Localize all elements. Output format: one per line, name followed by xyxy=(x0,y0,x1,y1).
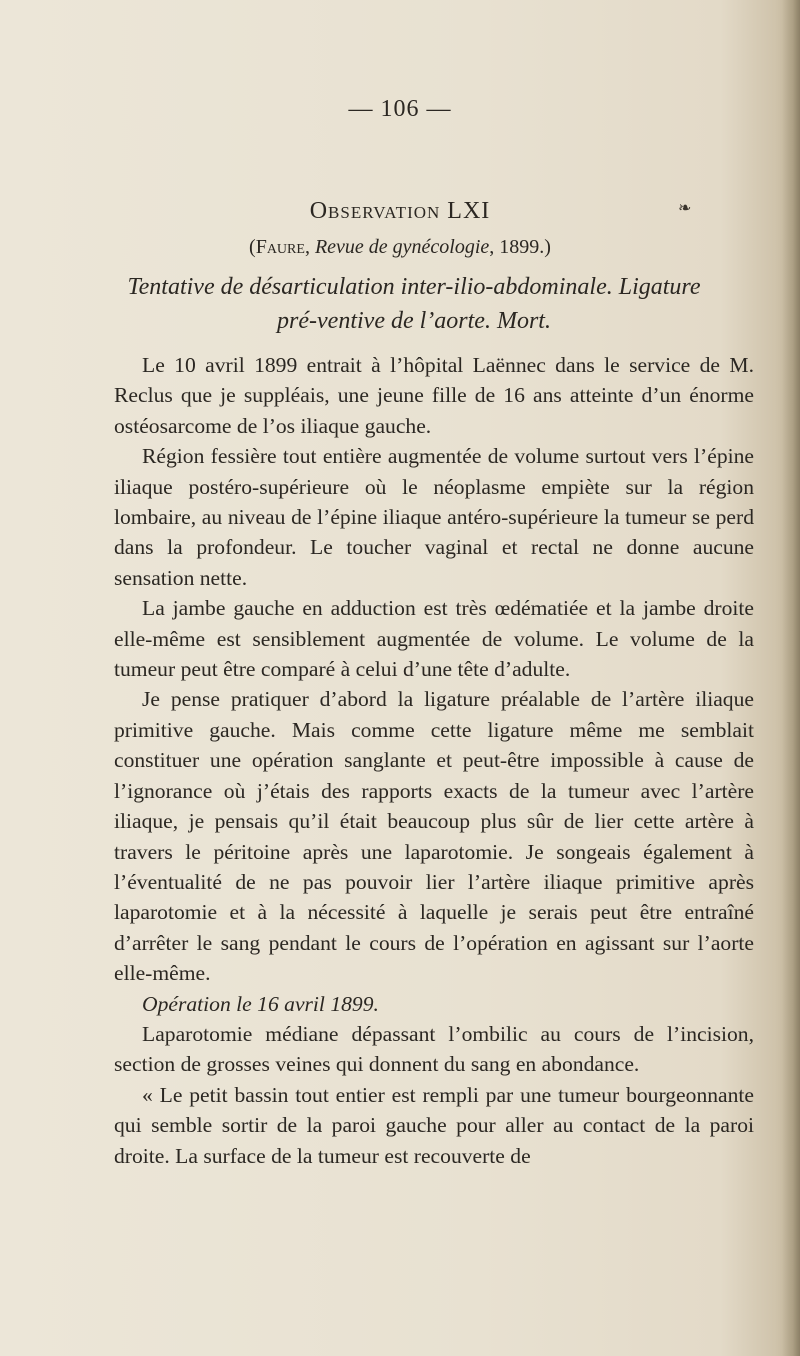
paragraph-admission: Le 10 avril 1899 entrait à l’hôpital Laënnec dans le service de M. Reclus que je suppléais, une jeune fille de 16 ans atteinte d’un énorme ostéosarcome de l’os iliaque gauche. xyxy=(114,353,754,438)
source-citation xyxy=(0,236,800,259)
paragraph-operation-heading xyxy=(114,989,754,1019)
paragraph-leg: La jambe gauche en adduction est très œdématiée et la jambe droite elle-même est sensiblement augmentée de volume. Le volume de la tumeur peut être comparé à celui d’une tête d’adulte. xyxy=(114,596,754,682)
source-author: Faure xyxy=(255,236,305,258)
body-text xyxy=(114,350,754,1171)
paragraph-region: Région fessière tout entière augmentée de volume surtout vers l’épine iliaque postéro-supérieure où le néoplasme empiète sur la région lombaire, au niveau de l’épine iliaque antéro-supérieure la tumeur se perd dans la profondeur. Le toucher vaginal et rectal ne donne aucune sensation nette. xyxy=(114,444,754,590)
operation-label: Opération le 16 avril 1899. xyxy=(142,991,379,1016)
paragraph-laparotomy: Laparotomie médiane dépassant l’ombilic au cours de l’incision, section de grosses veines qui donnent du sang en abondance. xyxy=(114,1021,754,1077)
source-sep: , xyxy=(304,236,315,258)
paragraph-pelvis: « Le petit bassin tout entier est rempli par une tumeur bourgeonnante qui semble sortir de la paroi gauche pour aller au contact de la paroi droite. La surface de la tumeur est recouverte de xyxy=(114,1082,754,1168)
ornament-icon: ❧ xyxy=(678,200,692,217)
paragraph-plan: Je pense pratiquer d’abord la ligature préalable de l’artère iliaque primitive gauche. Mais comme cette ligature même me semblait constituer une opération sanglante et peut-être impossible à cause de l’ignorance où j’étais des rapports exacts de la tumeur avec l’artère iliaque, je pensais qu’il était beaucoup plus sûr de lier cette artère à travers le péritoine après une laparotomie. Je songeais également à l’éventualité de ne pas pouvoir lier l’artère iliaque primitive après laparotomie et à la nécessité à laquelle je serais peut être entraîné d’arrêter le sang pendant le cours de l’opération en agissant sur l’aorte elle-même. xyxy=(114,687,754,986)
page-number: — 106 — xyxy=(348,96,452,122)
source-journal: Revue de gynécologie xyxy=(314,236,490,258)
observation-title: Observation LXI xyxy=(309,198,491,224)
observation-subtitle: Tentative de désarticulation inter-ilio-abdominale. Ligature pré-ventive de l’aorte. Mort. xyxy=(127,274,701,334)
source-open: ( xyxy=(249,236,256,258)
source-year: , 1899.) xyxy=(489,236,551,258)
